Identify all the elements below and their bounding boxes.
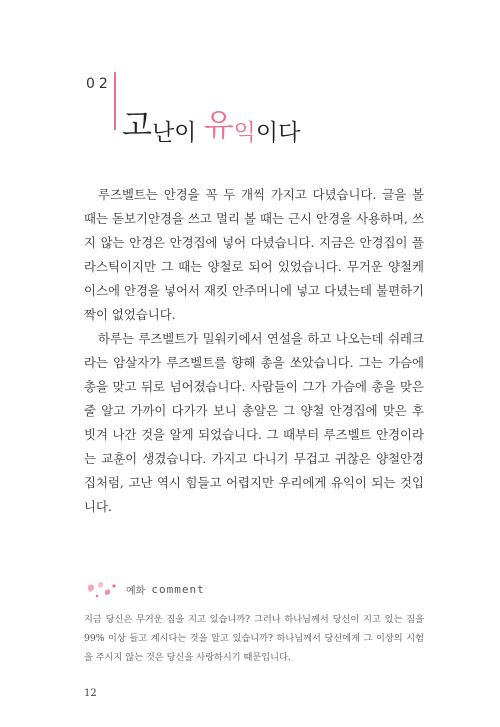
body-text — [84, 183, 424, 519]
chapter-number: 02 — [86, 76, 112, 92]
comment-header — [84, 578, 205, 600]
title-char-3: 유 — [203, 108, 234, 145]
comment-label-english: comment — [151, 582, 205, 596]
title-accent-bar — [114, 72, 116, 130]
title-char-4: 익 — [233, 120, 256, 147]
comment-label-korean: 예화 — [126, 585, 146, 597]
flower-petals-icon — [84, 578, 122, 600]
comment-text: 지금 당신은 무거운 짐을 지고 있습니까? 그러나 하나님께서 당신이 지고 있는 짐을 99% 이상 들고 계시다는 것을 알고 있습니까? 하나님께서 당신에게 그 이상의 시험을 주시지 않는 것은 당신을 사랑하시기 때문입니다. — [84, 614, 424, 663]
title-char-1: 고 — [122, 108, 152, 145]
title-char-5: 이다 — [255, 120, 301, 147]
body-paragraph-2: 하루는 루즈벨트가 밀워키에서 연설을 하고 나오는데 쉬레크라는 암살자가 루즈벨트를 향해 총을 쏘았습니다. 그는 가슴에 총을 맞고 뒤로 넘어졌습니다. 사람들이 그가 가슴에 총을 맞은 줄 알고 가까이 다가가 보니 총알은 그 양철 안경집에 맞은 후 빗겨 나간 것을 알게 되었습니다. 그 때부터 루즈벨트 안경이라는 교훈이 생겼습니다. 가지고 다니기 무겁고 귀찮은 양철안경집처럼, 고난 역시 힘들고 어렵지만 우리에게 유익이 되는 것입니다. — [84, 331, 424, 514]
chapter-title — [122, 108, 301, 147]
title-char-2: 난이 — [151, 120, 204, 147]
page-number: 12 — [84, 688, 97, 699]
body-paragraph-1: 루즈벨트는 안경을 꼭 두 개씩 가지고 다녔습니다. 글을 볼 때는 돋보기안경을 쓰고 멀리 볼 때는 근시 안경을 사용하며, 쓰지 않는 안경은 안경집에 넣어 다녔습니다. 지금은 안경집이 플라스틱이지만 그 때는 양철로 되어 있었습니다. 무거운 양철케이스에 안경을 넣어서 재킷 안주머니에 넣고 다녔는데 불편하기 짝이 없었습니다. — [84, 187, 424, 322]
